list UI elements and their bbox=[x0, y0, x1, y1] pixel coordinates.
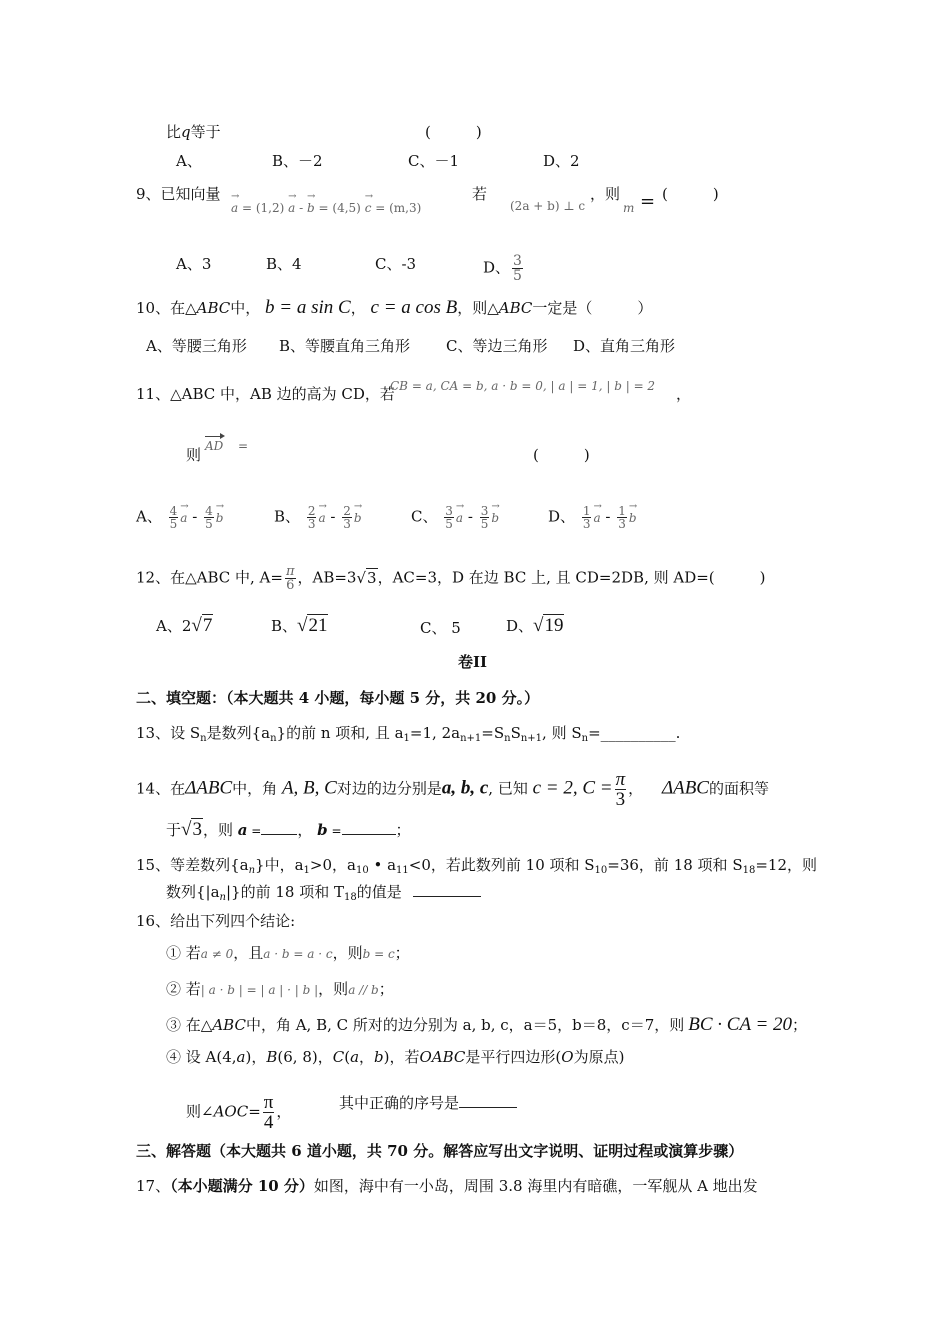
q9-then: ，则 bbox=[590, 185, 621, 203]
q11-ad: AD bbox=[205, 439, 224, 453]
q9-option-d: D、 $\frac{3}{5}$ bbox=[483, 253, 522, 284]
q11-option-d: D、 $\frac{1}{3}$ → a - $\frac{1}{3}$ → b bbox=[548, 505, 637, 530]
q8-stem: 比q等于 bbox=[166, 123, 221, 141]
q12-option-d: D、√19 bbox=[506, 615, 564, 636]
q9-paren: ( ) bbox=[662, 185, 719, 203]
q11-paren: ( ) bbox=[533, 446, 590, 464]
q8-option-d: D、2 bbox=[543, 152, 580, 170]
q9-option-a: A、3 bbox=[176, 255, 212, 273]
q10-option-b: B、等腰直角三角形 bbox=[279, 337, 411, 355]
volume-title: 卷II bbox=[458, 653, 488, 671]
q11-eq: = bbox=[238, 439, 249, 453]
q9-option-b: B、4 bbox=[266, 255, 302, 273]
q10-option-a: A、等腰三角形 bbox=[146, 337, 247, 355]
q11-option-a: A、 $\frac{4}{5}$ → a - $\frac{4}{5}$ → b bbox=[136, 505, 223, 530]
q9-condition: (2a + b) ⊥ c bbox=[510, 199, 586, 213]
q16-item-1: ① 若a ≠ 0，且a · b = a · c，则b = c； bbox=[166, 944, 410, 962]
q11-then: 则 bbox=[186, 446, 202, 464]
q9-vectors: → a = (1,2) → a - → b = (4,5) → c = (m,3) bbox=[231, 198, 421, 218]
q12-option-a: A、2√7 bbox=[156, 615, 213, 636]
q16-item-2: ② 若| a · b | = | a | · | b |，则a // b； bbox=[166, 980, 394, 998]
q16-answer-prompt: 其中正确的序号是 bbox=[339, 1093, 517, 1113]
q12-option-b: B、√21 bbox=[271, 615, 328, 636]
q10-option-d: D、直角三角形 bbox=[573, 337, 676, 355]
q16-item-4: ④ 设 A(4,a)，B(6, 8)，C(a，b)，若OABC是平行四边形(O为原点) bbox=[166, 1048, 625, 1066]
q10-stem: 10、在△ABC中， b = a sin C， c = a cos B，则△ABC一定是（ ） bbox=[136, 297, 653, 318]
q15-line1: 15、等差数列$\{a_n\}$中，$a_1>0$，$a_{10}$ • $a_{11}<0$，若此数列前 10 项和 $S_{10}=36$，前 18 项和 $S_{18}=12$，则 bbox=[136, 856, 817, 876]
q11-condition: CB = a, CA = b, a · b = 0, | a | = 1, | b | = 2 bbox=[390, 379, 656, 393]
q8-option-b: B、－2 bbox=[272, 152, 323, 170]
q13: 13、设 $S_n$是数列$\{a_n\}$的前 n 项和, 且 $a_1=1$, $2a_{n+1}=S_nS_{n+1}$, 则 $S_n=\_\_\_\_\_\_\_\_\_\_$. bbox=[136, 724, 681, 744]
q14-line2: 于√3，则 a = ， b = ； bbox=[166, 819, 411, 840]
q12-option-c: C、 5 bbox=[420, 619, 461, 637]
q14-line1: 14、在ΔABC中，角 A, B, C对边的边分别是a, b, c, 已知 c = 2, C = $\frac{\pi}{3}$ ， ΔABC的面积等 bbox=[136, 769, 769, 810]
section-3-heading: 三、解答题（本大题共 6 道小题，共 70 分。解答应写出文字说明、证明过程或演算步骤） bbox=[136, 1142, 744, 1160]
q10-option-c: C、等边三角形 bbox=[446, 337, 548, 355]
q15-line2: 数列$\{|a_n|\}$的前 18 项和 $T_{18}$的值是 bbox=[166, 882, 481, 908]
q9-if: 若 bbox=[472, 185, 488, 203]
q11-option-c: C、 $\frac{3}{5}$ → a - $\frac{3}{5}$ → b bbox=[411, 505, 499, 530]
q11-stem: 11、△ABC 中，AB 边的高为 CD，若 bbox=[136, 385, 395, 403]
section-2-heading: 二、填空题：（本大题共 4 小题，每小题 5 分，共 20 分。） bbox=[136, 689, 540, 707]
q16-stem: 16、给出下列四个结论: bbox=[136, 912, 296, 930]
q8-option-c: C、－1 bbox=[408, 152, 460, 170]
q9-m: m bbox=[623, 201, 635, 215]
q11-comma: ， bbox=[676, 385, 692, 403]
q9-option-c: C、-3 bbox=[375, 255, 417, 273]
q12-stem: 12、在△ABC 中, A= $\frac{\pi}{6}$ ，AB=3√3，AC=3，D 在边 BC 上, 且 CD=2DB, 则 AD=( ) bbox=[136, 564, 766, 593]
q16-line5: 则∠AOC= $\frac{\pi}{4}$ ， bbox=[186, 1092, 292, 1133]
q8-paren: ( ) bbox=[425, 123, 482, 141]
q16-item-3: ③ 在△ABC中，角 A, B, C 所对的边分别为 a, b, c，a＝5，b＝8，c＝7，则 BC · CA = 20； bbox=[166, 1014, 808, 1035]
q9-eq: = bbox=[640, 191, 656, 212]
q11-option-b: B、 $\frac{2}{3}$ → a - $\frac{2}{3}$ → b bbox=[274, 505, 362, 530]
q9-stem: 9、已知向量 bbox=[136, 185, 221, 203]
q17: 17、（本小题满分 10 分）如图，海中有一小岛，周围 3.8 海里内有暗礁，一军舰从 A 地出发 bbox=[136, 1177, 758, 1195]
q8-option-a: A、 bbox=[176, 152, 202, 170]
